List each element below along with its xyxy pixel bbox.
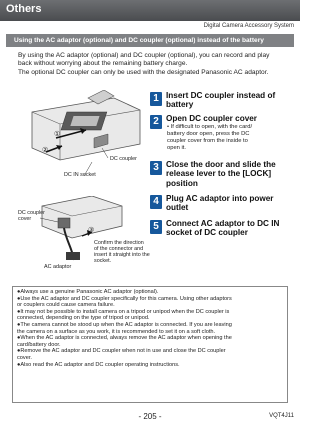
step-title-line: position — [166, 178, 198, 188]
step-number: 5 — [150, 220, 162, 234]
camera-bottom-drawing — [22, 90, 152, 180]
note-line: or couplers could cause camera failure. — [17, 302, 115, 309]
step-2 — [150, 114, 296, 158]
confirm-direction-line2: of the connector and — [94, 246, 144, 252]
intro-line: back without worrying about the remaining battery charge. — [18, 60, 188, 68]
section-subtitle: Digital Camera Accessory System — [203, 23, 294, 29]
note-item — [17, 289, 283, 296]
step-4 — [150, 194, 296, 216]
note-item — [17, 348, 283, 361]
step-title — [166, 91, 296, 110]
step-1 — [150, 91, 296, 112]
step-title — [166, 194, 296, 213]
step-title-line: Close the door and slide the — [166, 160, 276, 169]
step-number: 1 — [150, 92, 162, 106]
note-item — [17, 335, 283, 348]
note-line: ●It may not be possible to install camera on a tripod or unipod when the DC coupler is — [17, 308, 230, 315]
note-line: ●Always use a genuine Panasonic AC adaptor (optional). — [17, 289, 159, 295]
callout-1: ① — [54, 131, 61, 138]
document-code: VQT4J11 — [269, 413, 294, 419]
step-note-line: battery door open, press the DC — [167, 131, 250, 138]
dc-coupler-label: DC coupler — [110, 156, 137, 162]
camera-dc-coupler-illustration — [22, 90, 152, 180]
note-line: ●Also read the AC adaptor and DC coupler operating instructions. — [17, 361, 180, 368]
dc-in-socket-label: DC IN socket — [64, 172, 96, 178]
ac-adaptor-drawing — [22, 196, 152, 274]
step-title: Open DC coupler cover — [166, 114, 257, 123]
note-line: the camera on a surface as you work, it is recommended to set it on a soft cloth. — [17, 328, 216, 335]
intro-line: By using the AC adaptor (optional) and DC coupler (optional), you can record and play — [18, 52, 270, 59]
chapter-title: Others — [6, 3, 42, 15]
intro-line: The optional DC coupler can only be used with the designated Panasonic AC adaptor. — [18, 68, 269, 76]
step-title — [166, 160, 296, 188]
step-note — [166, 124, 296, 151]
step-title-line: Plug AC adaptor into power — [166, 194, 274, 203]
step-title — [166, 219, 296, 238]
callout-2: ② — [42, 147, 49, 154]
confirm-direction-line1: Confirm the direction — [94, 240, 144, 246]
step-number: 4 — [150, 195, 162, 209]
step-title-line: outlet — [166, 203, 189, 213]
step-number: 2 — [150, 115, 162, 129]
notes-box — [12, 286, 288, 403]
step-note-line: • If difficult to open, with the card/ — [167, 124, 253, 131]
step-5 — [150, 219, 296, 241]
dc-coupler-cover-label-line1: DC coupler — [18, 210, 45, 216]
step-title-line: socket of DC coupler — [166, 228, 248, 238]
step-title-line: Connect AC adaptor to DC IN — [166, 219, 280, 228]
note-item — [17, 362, 283, 369]
step-title-line: Insert DC coupler instead of — [166, 91, 276, 100]
note-line: cover. — [17, 354, 32, 361]
step-note-line: coupler cover from the inside to — [167, 138, 248, 144]
note-item — [17, 296, 283, 309]
step-note-line: open it. — [167, 144, 187, 151]
callout-3: ③ — [88, 227, 95, 234]
step-title-line: release lever to the [LOCK] — [166, 169, 272, 179]
dc-coupler-cover-label-line2: cover — [18, 216, 32, 222]
step-3 — [150, 160, 296, 191]
note-line: ●When the AC adaptor is connected, always remove the AC adaptor when opening the — [17, 335, 232, 342]
ac-adaptor-label: AC adaptor — [44, 264, 72, 270]
intro-paragraph — [18, 52, 294, 77]
section-title-bar: Using the AC adaptor (optional) and DC coupler (optional) instead of the battery — [6, 34, 294, 47]
note-line: ●Remove the AC adaptor and DC coupler when not in use and close the DC coupler — [17, 348, 226, 355]
note-line: ●The camera cannot be stood up when the AC adaptor is connected. If you are leaving — [17, 321, 232, 328]
top-header — [0, 0, 300, 21]
note-item — [17, 322, 283, 335]
page-footer — [0, 411, 300, 425]
confirm-direction-line4: socket. — [94, 258, 112, 264]
step-number: 3 — [150, 161, 162, 175]
confirm-direction-line3: insert it straight into the — [94, 252, 150, 258]
ac-adaptor-connection-illustration — [18, 196, 152, 274]
note-line: ●Use the AC adaptor and DC coupler specifically for this camera. Using other adaptors — [17, 295, 232, 302]
note-item — [17, 309, 283, 322]
steps-list — [150, 91, 296, 241]
note-line: connected, depending on the type of tripod or unipod. — [17, 315, 150, 322]
note-line: card/battery door. — [17, 341, 61, 348]
page-number: - 205 - — [138, 412, 162, 421]
step-title-line: battery — [166, 100, 194, 110]
